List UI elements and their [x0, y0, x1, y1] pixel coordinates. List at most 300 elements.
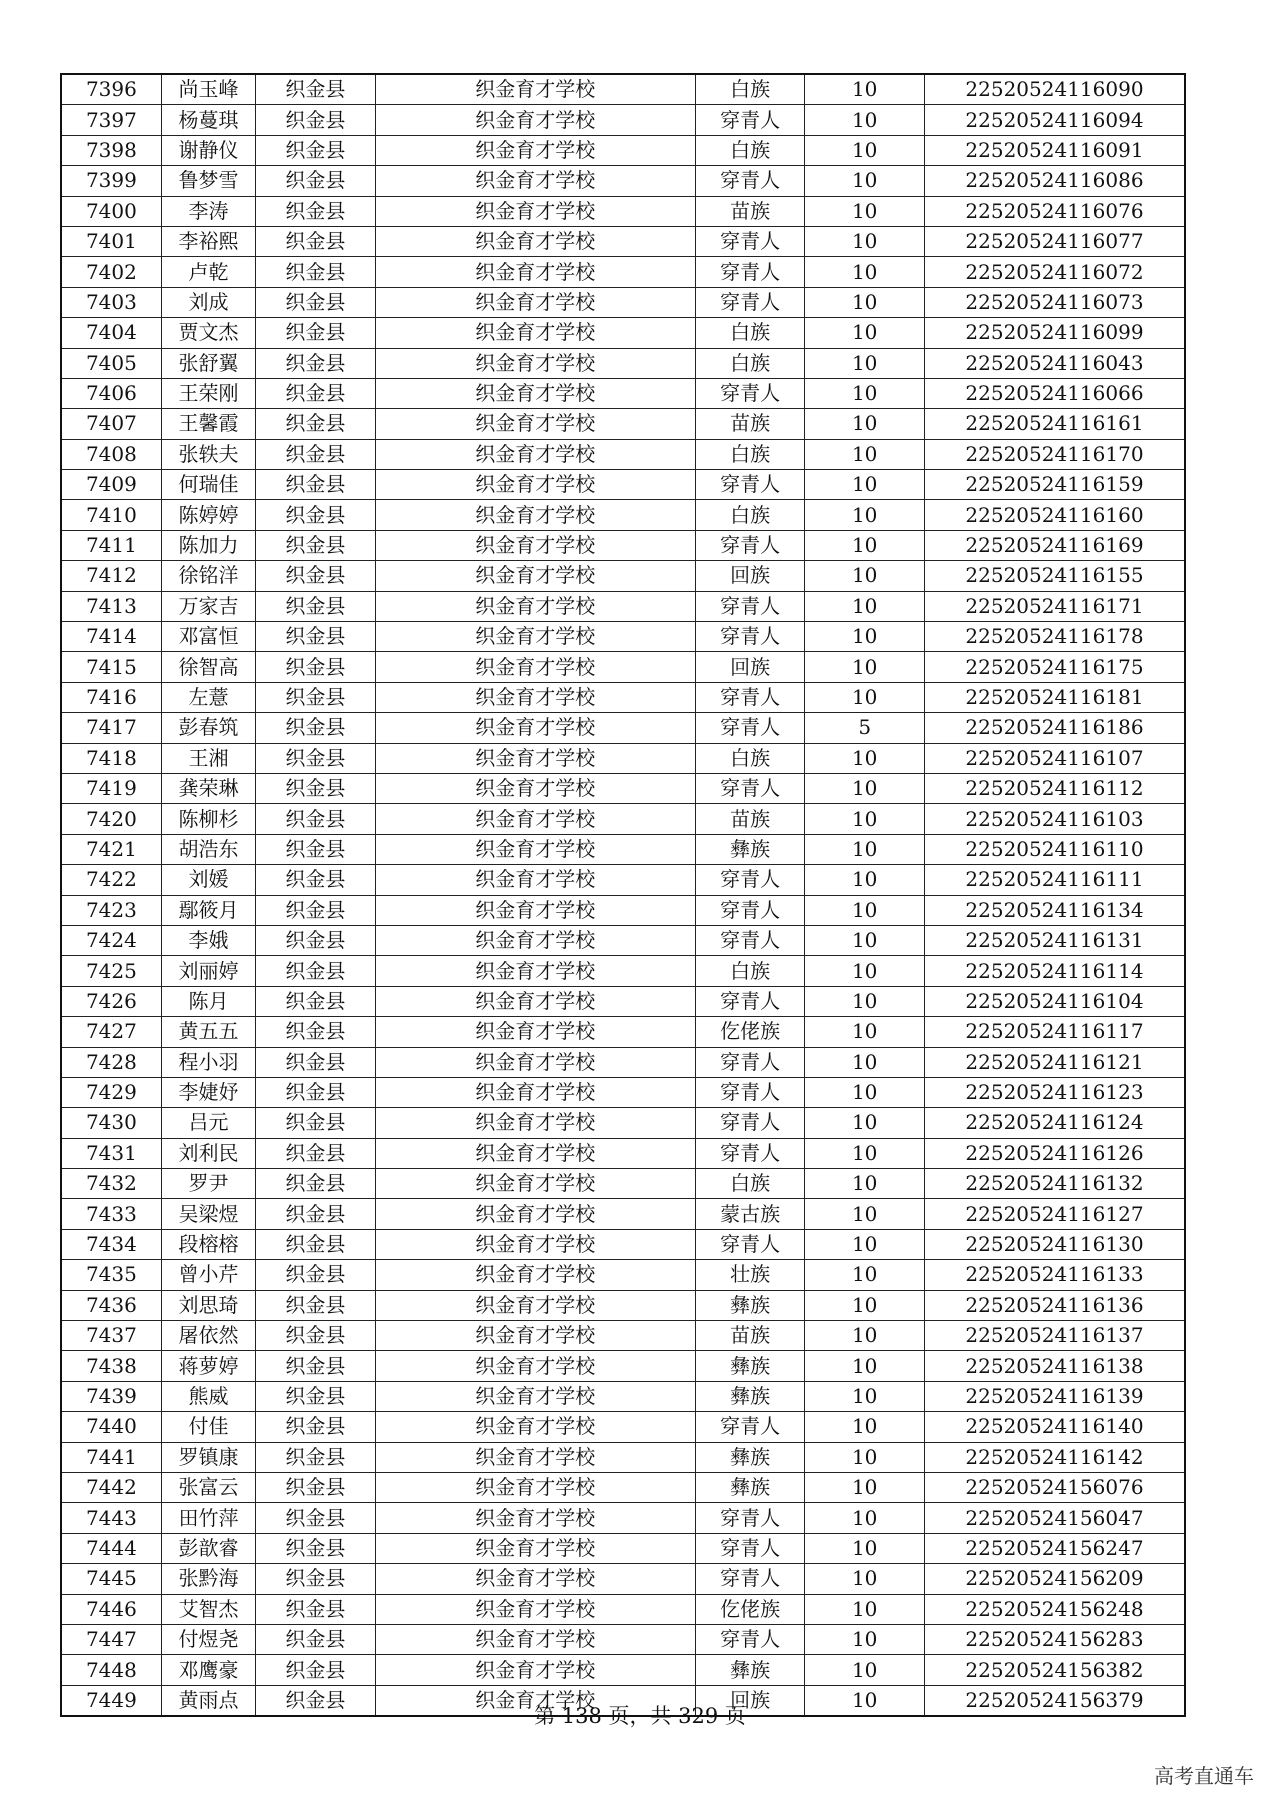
seq-cell: 7443 — [61, 1503, 161, 1533]
seq-cell: 7446 — [61, 1594, 161, 1624]
ethnicity-cell: 苗族 — [695, 196, 804, 226]
county-cell: 织金县 — [256, 1017, 376, 1047]
school-cell: 织金育才学校 — [375, 804, 695, 834]
name-cell: 吕元 — [161, 1108, 255, 1138]
table-row — [61, 348, 1185, 378]
exam-id-cell: 22520524116077 — [924, 226, 1185, 256]
seq-cell: 7439 — [61, 1381, 161, 1411]
points-cell: 10 — [805, 196, 925, 226]
ethnicity-cell: 穿青人 — [695, 470, 804, 500]
exam-id-cell: 22520524116130 — [924, 1229, 1185, 1259]
points-cell: 10 — [805, 1564, 925, 1594]
name-cell: 黄五五 — [161, 1017, 255, 1047]
ethnicity-cell: 穿青人 — [695, 1229, 804, 1259]
table-row — [61, 591, 1185, 621]
name-cell: 李婕妤 — [161, 1077, 255, 1107]
ethnicity-cell: 苗族 — [695, 1321, 804, 1351]
school-cell: 织金育才学校 — [375, 1138, 695, 1168]
name-cell: 邓鹰豪 — [161, 1655, 255, 1685]
points-cell: 10 — [805, 1594, 925, 1624]
ethnicity-cell: 彝族 — [695, 1442, 804, 1472]
name-cell: 陈月 — [161, 986, 255, 1016]
school-cell: 织金育才学校 — [375, 409, 695, 439]
exam-id-cell: 22520524116175 — [924, 652, 1185, 682]
points-cell: 10 — [805, 743, 925, 773]
school-cell: 织金育才学校 — [375, 439, 695, 469]
table-row — [61, 865, 1185, 895]
school-cell: 织金育才学校 — [375, 166, 695, 196]
table-row — [61, 1351, 1185, 1381]
seq-cell: 7406 — [61, 378, 161, 408]
exam-id-cell: 22520524116091 — [924, 135, 1185, 165]
school-cell: 织金育才学校 — [375, 196, 695, 226]
table-row — [61, 1047, 1185, 1077]
seq-cell: 7422 — [61, 865, 161, 895]
name-cell: 刘利民 — [161, 1138, 255, 1168]
table-row — [61, 1017, 1185, 1047]
page-number-footer: 第 138 页，共 329 页 — [534, 1704, 746, 1728]
points-cell: 10 — [805, 500, 925, 530]
points-cell: 10 — [805, 257, 925, 287]
school-cell: 织金育才学校 — [375, 956, 695, 986]
name-cell: 王馨霞 — [161, 409, 255, 439]
ethnicity-cell: 彝族 — [695, 1655, 804, 1685]
points-cell: 10 — [805, 348, 925, 378]
county-cell: 织金县 — [256, 257, 376, 287]
name-cell: 邓富恒 — [161, 622, 255, 652]
exam-id-cell: 22520524116140 — [924, 1412, 1185, 1442]
ethnicity-cell: 穿青人 — [695, 622, 804, 652]
name-cell: 刘思琦 — [161, 1290, 255, 1320]
exam-id-cell: 22520524116155 — [924, 561, 1185, 591]
seq-cell: 7438 — [61, 1351, 161, 1381]
table-row — [61, 1108, 1185, 1138]
county-cell: 织金县 — [256, 1624, 376, 1654]
county-cell: 织金县 — [256, 1047, 376, 1077]
exam-id-cell: 22520524116121 — [924, 1047, 1185, 1077]
table-row — [61, 166, 1185, 196]
exam-id-cell: 22520524156379 — [924, 1685, 1185, 1716]
county-cell: 织金县 — [256, 348, 376, 378]
name-cell: 罗尹 — [161, 1169, 255, 1199]
ethnicity-cell: 穿青人 — [695, 530, 804, 560]
exam-id-cell: 22520524116133 — [924, 1260, 1185, 1290]
school-cell: 织金育才学校 — [375, 135, 695, 165]
seq-cell: 7429 — [61, 1077, 161, 1107]
ethnicity-cell: 苗族 — [695, 409, 804, 439]
exam-id-cell: 22520524116132 — [924, 1169, 1185, 1199]
school-cell: 织金育才学校 — [375, 1503, 695, 1533]
county-cell: 织金县 — [256, 1077, 376, 1107]
ethnicity-cell: 穿青人 — [695, 105, 804, 135]
county-cell: 织金县 — [256, 166, 376, 196]
seq-cell: 7405 — [61, 348, 161, 378]
name-cell: 王湘 — [161, 743, 255, 773]
ethnicity-cell: 穿青人 — [695, 1564, 804, 1594]
ethnicity-cell: 彝族 — [695, 1472, 804, 1502]
seq-cell: 7414 — [61, 622, 161, 652]
points-cell: 10 — [805, 166, 925, 196]
table-row — [61, 986, 1185, 1016]
points-cell: 10 — [805, 470, 925, 500]
table-row — [61, 925, 1185, 955]
table-row — [61, 1503, 1185, 1533]
school-cell: 织金育才学校 — [375, 1472, 695, 1502]
ethnicity-cell: 穿青人 — [695, 713, 804, 743]
seq-cell: 7432 — [61, 1169, 161, 1199]
county-cell: 织金县 — [256, 1533, 376, 1563]
exam-id-cell: 22520524116160 — [924, 500, 1185, 530]
county-cell: 织金县 — [256, 1685, 376, 1716]
seq-cell: 7399 — [61, 166, 161, 196]
school-cell: 织金育才学校 — [375, 1685, 695, 1716]
name-cell: 贾文杰 — [161, 318, 255, 348]
points-cell: 10 — [805, 682, 925, 712]
name-cell: 付佳 — [161, 1412, 255, 1442]
county-cell: 织金县 — [256, 1138, 376, 1168]
points-cell: 10 — [805, 895, 925, 925]
ethnicity-cell: 彝族 — [695, 1351, 804, 1381]
name-cell: 何瑞佳 — [161, 470, 255, 500]
name-cell: 曾小芹 — [161, 1260, 255, 1290]
county-cell: 织金县 — [256, 1351, 376, 1381]
seq-cell: 7433 — [61, 1199, 161, 1229]
seq-cell: 7436 — [61, 1290, 161, 1320]
table-row — [61, 1594, 1185, 1624]
county-cell: 织金县 — [256, 804, 376, 834]
points-cell: 10 — [805, 925, 925, 955]
ethnicity-cell: 蒙古族 — [695, 1199, 804, 1229]
table-row — [61, 1412, 1185, 1442]
table-row — [61, 1655, 1185, 1685]
school-cell: 织金育才学校 — [375, 865, 695, 895]
points-cell: 10 — [805, 1412, 925, 1442]
watermark-text: 高考直通车 — [1154, 1764, 1254, 1788]
school-cell: 织金育才学校 — [375, 1412, 695, 1442]
exam-id-cell: 22520524116094 — [924, 105, 1185, 135]
school-cell: 织金育才学校 — [375, 925, 695, 955]
points-cell: 10 — [805, 318, 925, 348]
ethnicity-cell: 彝族 — [695, 1290, 804, 1320]
seq-cell: 7425 — [61, 956, 161, 986]
county-cell: 织金县 — [256, 105, 376, 135]
county-cell: 织金县 — [256, 925, 376, 955]
school-cell: 织金育才学校 — [375, 1351, 695, 1381]
county-cell: 织金县 — [256, 591, 376, 621]
name-cell: 鄢筱月 — [161, 895, 255, 925]
points-cell: 10 — [805, 1169, 925, 1199]
table-row — [61, 1077, 1185, 1107]
name-cell: 张富云 — [161, 1472, 255, 1502]
points-cell: 10 — [805, 135, 925, 165]
name-cell: 王荣刚 — [161, 378, 255, 408]
county-cell: 织金县 — [256, 865, 376, 895]
school-cell: 织金育才学校 — [375, 318, 695, 348]
school-cell: 织金育才学校 — [375, 378, 695, 408]
exam-id-cell: 22520524116117 — [924, 1017, 1185, 1047]
name-cell: 卢乾 — [161, 257, 255, 287]
ethnicity-cell: 穿青人 — [695, 1108, 804, 1138]
seq-cell: 7444 — [61, 1533, 161, 1563]
seq-cell: 7420 — [61, 804, 161, 834]
seq-cell: 7448 — [61, 1655, 161, 1685]
exam-id-cell: 22520524116137 — [924, 1321, 1185, 1351]
name-cell: 胡浩东 — [161, 834, 255, 864]
table-row — [61, 226, 1185, 256]
points-cell: 10 — [805, 773, 925, 803]
school-cell: 织金育才学校 — [375, 682, 695, 712]
seq-cell: 7431 — [61, 1138, 161, 1168]
county-cell: 织金县 — [256, 1290, 376, 1320]
roster-table-body — [61, 74, 1185, 1716]
school-cell: 织金育才学校 — [375, 1442, 695, 1472]
county-cell: 织金县 — [256, 1594, 376, 1624]
ethnicity-cell: 白族 — [695, 439, 804, 469]
seq-cell: 7421 — [61, 834, 161, 864]
table-row — [61, 105, 1185, 135]
exam-id-cell: 22520524116134 — [924, 895, 1185, 925]
ethnicity-cell: 穿青人 — [695, 1077, 804, 1107]
points-cell: 10 — [805, 561, 925, 591]
county-cell: 织金县 — [256, 1655, 376, 1685]
table-row — [61, 74, 1185, 105]
points-cell: 10 — [805, 1321, 925, 1351]
school-cell: 织金育才学校 — [375, 1260, 695, 1290]
table-row — [61, 1624, 1185, 1654]
county-cell: 织金县 — [256, 773, 376, 803]
county-cell: 织金县 — [256, 1503, 376, 1533]
seq-cell: 7411 — [61, 530, 161, 560]
table-row — [61, 1381, 1185, 1411]
school-cell: 织金育才学校 — [375, 470, 695, 500]
table-row — [61, 804, 1185, 834]
ethnicity-cell: 穿青人 — [695, 682, 804, 712]
table-row — [61, 287, 1185, 317]
school-cell: 织金育才学校 — [375, 74, 695, 105]
points-cell: 10 — [805, 1351, 925, 1381]
name-cell: 蒋萝婷 — [161, 1351, 255, 1381]
county-cell: 织金县 — [256, 409, 376, 439]
exam-id-cell: 22520524116123 — [924, 1077, 1185, 1107]
ethnicity-cell: 回族 — [695, 652, 804, 682]
points-cell: 5 — [805, 713, 925, 743]
exam-id-cell: 22520524116127 — [924, 1199, 1185, 1229]
seq-cell: 7413 — [61, 591, 161, 621]
exam-id-cell: 22520524116112 — [924, 773, 1185, 803]
county-cell: 织金县 — [256, 530, 376, 560]
county-cell: 织金县 — [256, 713, 376, 743]
exam-id-cell: 22520524116136 — [924, 1290, 1185, 1320]
points-cell: 10 — [805, 378, 925, 408]
exam-id-cell: 22520524116142 — [924, 1442, 1185, 1472]
ethnicity-cell: 穿青人 — [695, 895, 804, 925]
county-cell: 织金县 — [256, 956, 376, 986]
ethnicity-cell: 壮族 — [695, 1260, 804, 1290]
table-row — [61, 743, 1185, 773]
school-cell: 织金育才学校 — [375, 622, 695, 652]
county-cell: 织金县 — [256, 743, 376, 773]
points-cell: 10 — [805, 865, 925, 895]
ethnicity-cell: 白族 — [695, 135, 804, 165]
roster-table — [60, 73, 1186, 1717]
exam-id-cell: 22520524116099 — [924, 318, 1185, 348]
name-cell: 彭春筑 — [161, 713, 255, 743]
ethnicity-cell: 穿青人 — [695, 226, 804, 256]
ethnicity-cell: 回族 — [695, 561, 804, 591]
school-cell: 织金育才学校 — [375, 1624, 695, 1654]
ethnicity-cell: 回族 — [695, 1685, 804, 1716]
exam-id-cell: 22520524116124 — [924, 1108, 1185, 1138]
exam-id-cell: 22520524116104 — [924, 986, 1185, 1016]
table-row — [61, 561, 1185, 591]
exam-id-cell: 22520524156248 — [924, 1594, 1185, 1624]
school-cell: 织金育才学校 — [375, 834, 695, 864]
name-cell: 刘丽婷 — [161, 956, 255, 986]
county-cell: 织金县 — [256, 1564, 376, 1594]
county-cell: 织金县 — [256, 196, 376, 226]
school-cell: 织金育才学校 — [375, 1594, 695, 1624]
county-cell: 织金县 — [256, 500, 376, 530]
points-cell: 10 — [805, 834, 925, 864]
points-cell: 10 — [805, 226, 925, 256]
school-cell: 织金育才学校 — [375, 1108, 695, 1138]
exam-id-cell: 22520524116131 — [924, 925, 1185, 955]
school-cell: 织金育才学校 — [375, 652, 695, 682]
school-cell: 织金育才学校 — [375, 1564, 695, 1594]
seq-cell: 7423 — [61, 895, 161, 925]
exam-id-cell: 22520524116169 — [924, 530, 1185, 560]
school-cell: 织金育才学校 — [375, 500, 695, 530]
ethnicity-cell: 穿青人 — [695, 1047, 804, 1077]
ethnicity-cell: 白族 — [695, 743, 804, 773]
table-row — [61, 500, 1185, 530]
points-cell: 10 — [805, 1685, 925, 1716]
points-cell: 10 — [805, 1442, 925, 1472]
table-row — [61, 378, 1185, 408]
points-cell: 10 — [805, 652, 925, 682]
table-row — [61, 1169, 1185, 1199]
school-cell: 织金育才学校 — [375, 895, 695, 925]
exam-id-cell: 22520524116107 — [924, 743, 1185, 773]
county-cell: 织金县 — [256, 226, 376, 256]
exam-id-cell: 22520524116103 — [924, 804, 1185, 834]
points-cell: 10 — [805, 105, 925, 135]
school-cell: 织金育才学校 — [375, 1047, 695, 1077]
seq-cell: 7403 — [61, 287, 161, 317]
seq-cell: 7430 — [61, 1108, 161, 1138]
ethnicity-cell: 穿青人 — [695, 1412, 804, 1442]
exam-id-cell: 22520524116073 — [924, 287, 1185, 317]
table-row — [61, 530, 1185, 560]
county-cell: 织金县 — [256, 834, 376, 864]
roster-sheet — [60, 73, 1186, 1717]
ethnicity-cell: 穿青人 — [695, 986, 804, 1016]
seq-cell: 7409 — [61, 470, 161, 500]
school-cell: 织金育才学校 — [375, 1077, 695, 1107]
school-cell: 织金育才学校 — [375, 1199, 695, 1229]
table-row — [61, 196, 1185, 226]
name-cell: 鲁梦雪 — [161, 166, 255, 196]
exam-id-cell: 22520524116178 — [924, 622, 1185, 652]
school-cell: 织金育才学校 — [375, 257, 695, 287]
exam-id-cell: 22520524116110 — [924, 834, 1185, 864]
county-cell: 织金县 — [256, 622, 376, 652]
county-cell: 织金县 — [256, 318, 376, 348]
exam-id-cell: 22520524116161 — [924, 409, 1185, 439]
points-cell: 10 — [805, 1655, 925, 1685]
seq-cell: 7398 — [61, 135, 161, 165]
name-cell: 万家吉 — [161, 591, 255, 621]
seq-cell: 7428 — [61, 1047, 161, 1077]
table-row — [61, 713, 1185, 743]
county-cell: 织金县 — [256, 470, 376, 500]
seq-cell: 7419 — [61, 773, 161, 803]
name-cell: 尚玉峰 — [161, 74, 255, 105]
school-cell: 织金育才学校 — [375, 287, 695, 317]
county-cell: 织金县 — [256, 439, 376, 469]
exam-id-cell: 22520524116114 — [924, 956, 1185, 986]
points-cell: 10 — [805, 591, 925, 621]
exam-id-cell: 22520524116111 — [924, 865, 1185, 895]
ethnicity-cell: 穿青人 — [695, 166, 804, 196]
ethnicity-cell: 穿青人 — [695, 378, 804, 408]
seq-cell: 7404 — [61, 318, 161, 348]
county-cell: 织金县 — [256, 287, 376, 317]
table-row — [61, 1229, 1185, 1259]
exam-id-cell: 22520524116186 — [924, 713, 1185, 743]
exam-id-cell: 22520524156382 — [924, 1655, 1185, 1685]
exam-id-cell: 22520524116159 — [924, 470, 1185, 500]
ethnicity-cell: 穿青人 — [695, 1503, 804, 1533]
school-cell: 织金育才学校 — [375, 773, 695, 803]
ethnicity-cell: 白族 — [695, 348, 804, 378]
points-cell: 10 — [805, 1199, 925, 1229]
points-cell: 10 — [805, 530, 925, 560]
school-cell: 织金育才学校 — [375, 1533, 695, 1563]
name-cell: 李裕熙 — [161, 226, 255, 256]
county-cell: 织金县 — [256, 1321, 376, 1351]
school-cell: 织金育才学校 — [375, 1290, 695, 1320]
name-cell: 罗镇康 — [161, 1442, 255, 1472]
points-cell: 10 — [805, 1017, 925, 1047]
ethnicity-cell: 彝族 — [695, 1381, 804, 1411]
county-cell: 织金县 — [256, 74, 376, 105]
county-cell: 织金县 — [256, 135, 376, 165]
seq-cell: 7434 — [61, 1229, 161, 1259]
name-cell: 刘成 — [161, 287, 255, 317]
ethnicity-cell: 穿青人 — [695, 1624, 804, 1654]
table-row — [61, 1138, 1185, 1168]
exam-id-cell: 22520524156209 — [924, 1564, 1185, 1594]
seq-cell: 7426 — [61, 986, 161, 1016]
name-cell: 左薏 — [161, 682, 255, 712]
points-cell: 10 — [805, 1138, 925, 1168]
name-cell: 程小羽 — [161, 1047, 255, 1077]
ethnicity-cell: 白族 — [695, 74, 804, 105]
county-cell: 织金县 — [256, 682, 376, 712]
points-cell: 10 — [805, 956, 925, 986]
points-cell: 10 — [805, 1503, 925, 1533]
table-row — [61, 1533, 1185, 1563]
name-cell: 刘媛 — [161, 865, 255, 895]
ethnicity-cell: 彝族 — [695, 834, 804, 864]
table-row — [61, 1260, 1185, 1290]
seq-cell: 7447 — [61, 1624, 161, 1654]
table-row — [61, 439, 1185, 469]
county-cell: 织金县 — [256, 1229, 376, 1259]
ethnicity-cell: 穿青人 — [695, 257, 804, 287]
points-cell: 10 — [805, 1290, 925, 1320]
